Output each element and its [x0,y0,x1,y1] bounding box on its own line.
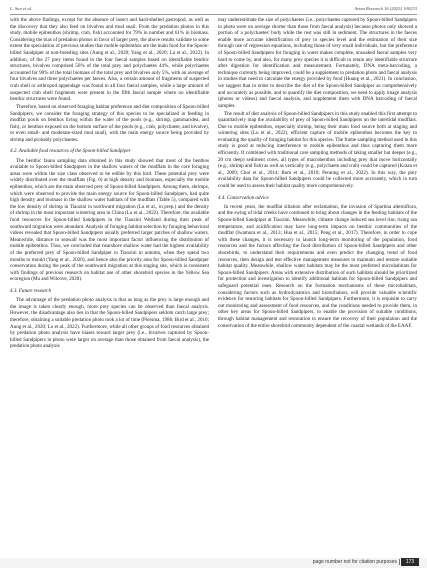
running-header-authors: L. Sun et al. [10,6,33,11]
body-paragraph: with the above findings, except for the absence of insect and hard-shelled gastropod, as well as the discovery that they also feed on bivalves and mud snail. From the predation photos in this study, mobile epibenthos (shrimp, crab, fish) accounted for 79% in number and 61% in biomass. Considering the bias of predation photos in favor of larger prey, the above results validate to some extent the speculation of previous studies that mobile epibenthos are the main food for the Spoon-billed Sandpiper at non-breeding sites (Aung et al., 2020; Yang et al., 2020; Lu et al., 2022). In addition, of the 27 prey items found in the four faecal samples based on identifiable benthic structures, bivalves comprised 56% of the total prey and polychaetes 44%, while polychaetes accounted for 90% of the total biomass of the total prey and bivalves only 5%, with an average of four bivalves and three polychaetes per faeces. Also, a certain amount of fragments of suspected crab shell or arthropod appendage was found in all four faecal samples, while a large amount of suspected crab shell fragments were present in the fifth faecal sample where no identifiable benthic structures were found. [10,17,209,103]
body-paragraph: may underestimate the size of polychaetes (i.e., polychaetes captured by Spoon-billed Sandpipers in photo were on average shorter than those from faecal analysis) because photos only showed a portion of a polychaetes' body while the rest was still in sediment. The structures in the faeces enable more accurate identification of prey to species level and the estimation of their size through use of regression equations, including those of very small individuals, but the preference of Spoon-billed Sandpipers for foraging in water makes complete, unsoaked faecal samples very hard to come by, and also, for many prey species it is difficult to retain any identifiable structure after digestion for identification and measurement. Fortunately, DNA meta-barcoding, a technique currently being improved, could be a supplement to predation photo and faecal analysis in studies that need to calculate the energy provided by food (Huang et al., 2021). In conclusion, we suggest that in order to describe the diet of the Spoon-billed Sandpiper as comprehensively and accurately as possible, and to quantify the diet composition, we need to apply image analysis (photos or videos) and faecal analysis, and supplement them with DNA barcoding of faecal samples. [218,17,417,109]
section-heading: 4.3. Future research [10,287,52,294]
body-paragraph: Therefore, based on observed foraging habitat preference and diet composition of Spoon-billed Sandpipers, we consider the foraging strategy of this species to be specialized in feeding in mudflat pools on benthos living within the water of the pools (e.g., shrimp, gammaridea, and fish), or benthos exposed on the bottom surface of the pools (e.g., crab, polychaete, and bivalve), or even small- and moderate-sized mud snail), with the main energy source being provided by shrimp and probably polychaetes. [10,103,209,143]
right-column [218,17,417,330]
left-column [10,17,209,351]
body-paragraph: The advantage of the predation photo analysis is that as long as the prey is large enough and the image is taken clearly enough, more prey species can be observed than faecal analysis. However, the disadvantage also lies in that the Spoon-billed Sandpipers seldom catch large prey; therefore, obtaining a suitable predation photo took a lot of time (Piersma, 1986; Bird et al., 2010; Aung et al., 2020; Lu et al., 2022). Furthermore, while all other groups of food resources obtained by predation photo analysis have biases toward larger prey (i.e., bivalves captured by Spoon-billed Sandpipers in photo were larger on average than those obtained from faecal analysis), the predation photo analysis [10,297,209,350]
section-heading: 4.2. Available food resources of the Spoon-billed Sandpiper [10,148,131,155]
header-rule [10,14,417,15]
body-paragraph: The result of diet analysis of Spoon-billed Sandpipers in this study enabled this first attempt to quantitatively map the availability of prey of Spoon-billed Sandpipers on the intertidal mudflats. Due to mobile epibenthos, especially shrimp, being their main food source both at staging and wintering sites (Lu et al., 2022), efficient capture of mobile epibenthos becomes the key to evaluating the quality of foraging habitat for this species. The frame sampling method used in this study is good at reducing interference to mobile epibenthos and thus capturing them more efficiently. If combined with traditional core sampling methods of taking smaller but deeper (e.g., 20 cm deep) sediment cores, all types of macrobenthos including prey that move horizontally (e.g., shrimp and fish) as well as vertically (e.g., polychaete and crab) could be captured (Kraan et al., 2009; Choi et al., 2014; Bom et al., 2018; Penning et al., 2022). In this way, the prey availability data for Spoon-billed Sandpipers could be collected more accurately, which in turn could be used to assess their habitat quality more comprehensively. [218,110,417,190]
running-header-journal: Avian Research 16 (2025) 100233 [354,6,417,11]
body-paragraph: In recent years, the mudflat siltation after reclamation, the invasion of Spartina alterniflora, and the swing of tidal creeks have continued to bring about changes in the feeding habitats of the Spoon-billed Sandpiper at Tiaozini. Meanwhile, climate change induced sea level rise, rising sea temperature, and acidification may have long-term impacts on benthic communities of the mudflat (Iwamura et al., 2013; Hua et al., 2015; Peng et al., 2017). Therefore, in order to cope with these changes, it is necessary to launch long-term monitoring of the population, food resources and the factors affecting the food distribution of Spoon-billed Sandpipers and other shorebirds, to understand their requirements and even predict the changing trend of food resources, then design and test effective management measures to maintain and restore suitable habitat quality. Meanwhile, shallow water habitats may be the most preferred microhabitats for Spoon-billed Sandpipers. Areas with extensive distribution of such habitats should be prioritized for protection and investigation to identify additional habitats for Spoon-billed Sandpipers and safeguard potential ones. Research on the formation mechanisms of these microhabitats, considering factors such as hydrodynamics and bioturbation, will provide valuable scientific evidence for restoring habitats for Spoon-billed Sandpipers. Furthermore, it is requisite to carry out monitoring and assessment of food resources, and the conditions needed to provide them, in other key areas for Spoon-billed Sandpipers, to enable the provision of suitable conditions, through habitat management and restoration to ensure the recovery of their population and the conservation of the entire shorebird community dependent of the coastal wetlands of the EAAF. [218,203,417,329]
footer-bar [0,550,427,568]
section-heading: 4.4. Conservation advice [218,194,269,201]
page-number: 173 [401,558,419,566]
body-paragraph: The benthic fauna sampling data obtained in this study showed that most of the benthos available to Spoon-billed Sandpipers in the shallow waters of the mudflats in the core foraging areas were within the size class observed to be edible by this bird. These potential prey were widely distributed over the mudflats (Fig. 6) at high density and biomass, especially the mobile epibenthos, which are the main observed prey of Spoon-billed Sandpipers. Among them, shrimps, which were observed to provide the main energy source for Spoon-billed Sandpipers, had quite high density and biomass in the shallow water habitats of the mudflats (Table 5), compared with the low density of shrimp in Tiaozini in northward migration (Lu et al., in prep.) and the density of shrimp in the most important wintering area in China (Lu et al., 2022). Therefore, the available food resources for Spoon-billed Sandpipers in the Tiaozini Wetland during their peak of southward migration were abundant. Analysis of foraging habitat selection by foraging behavioral videos revealed that Spoon-billed Sandpipers usually preferred larger patches of shallow waters. Meanwhile, distance to seawall was the most important factor influencing the distribution of mobile epibenthos. Thus, we concluded that nearshore shallow water had the highest availability of the preferred prey of Spoon-billed Sandpiper in Tiaozini in autumn, when they spend two months to mould (Yang et al., 2020), and hence also the priority area for Spoon-billed Sandpiper conservation during the peak of the southward migration at this staging site, which is consistent with findings of previous research on habitat use of other shorebird species in the Yellow Sea ecoregion (Mu and Wilcove, 2020). [10,157,209,283]
footer-citation-note: page number not for citation purposes [312,559,397,565]
footer-separator [399,559,400,565]
